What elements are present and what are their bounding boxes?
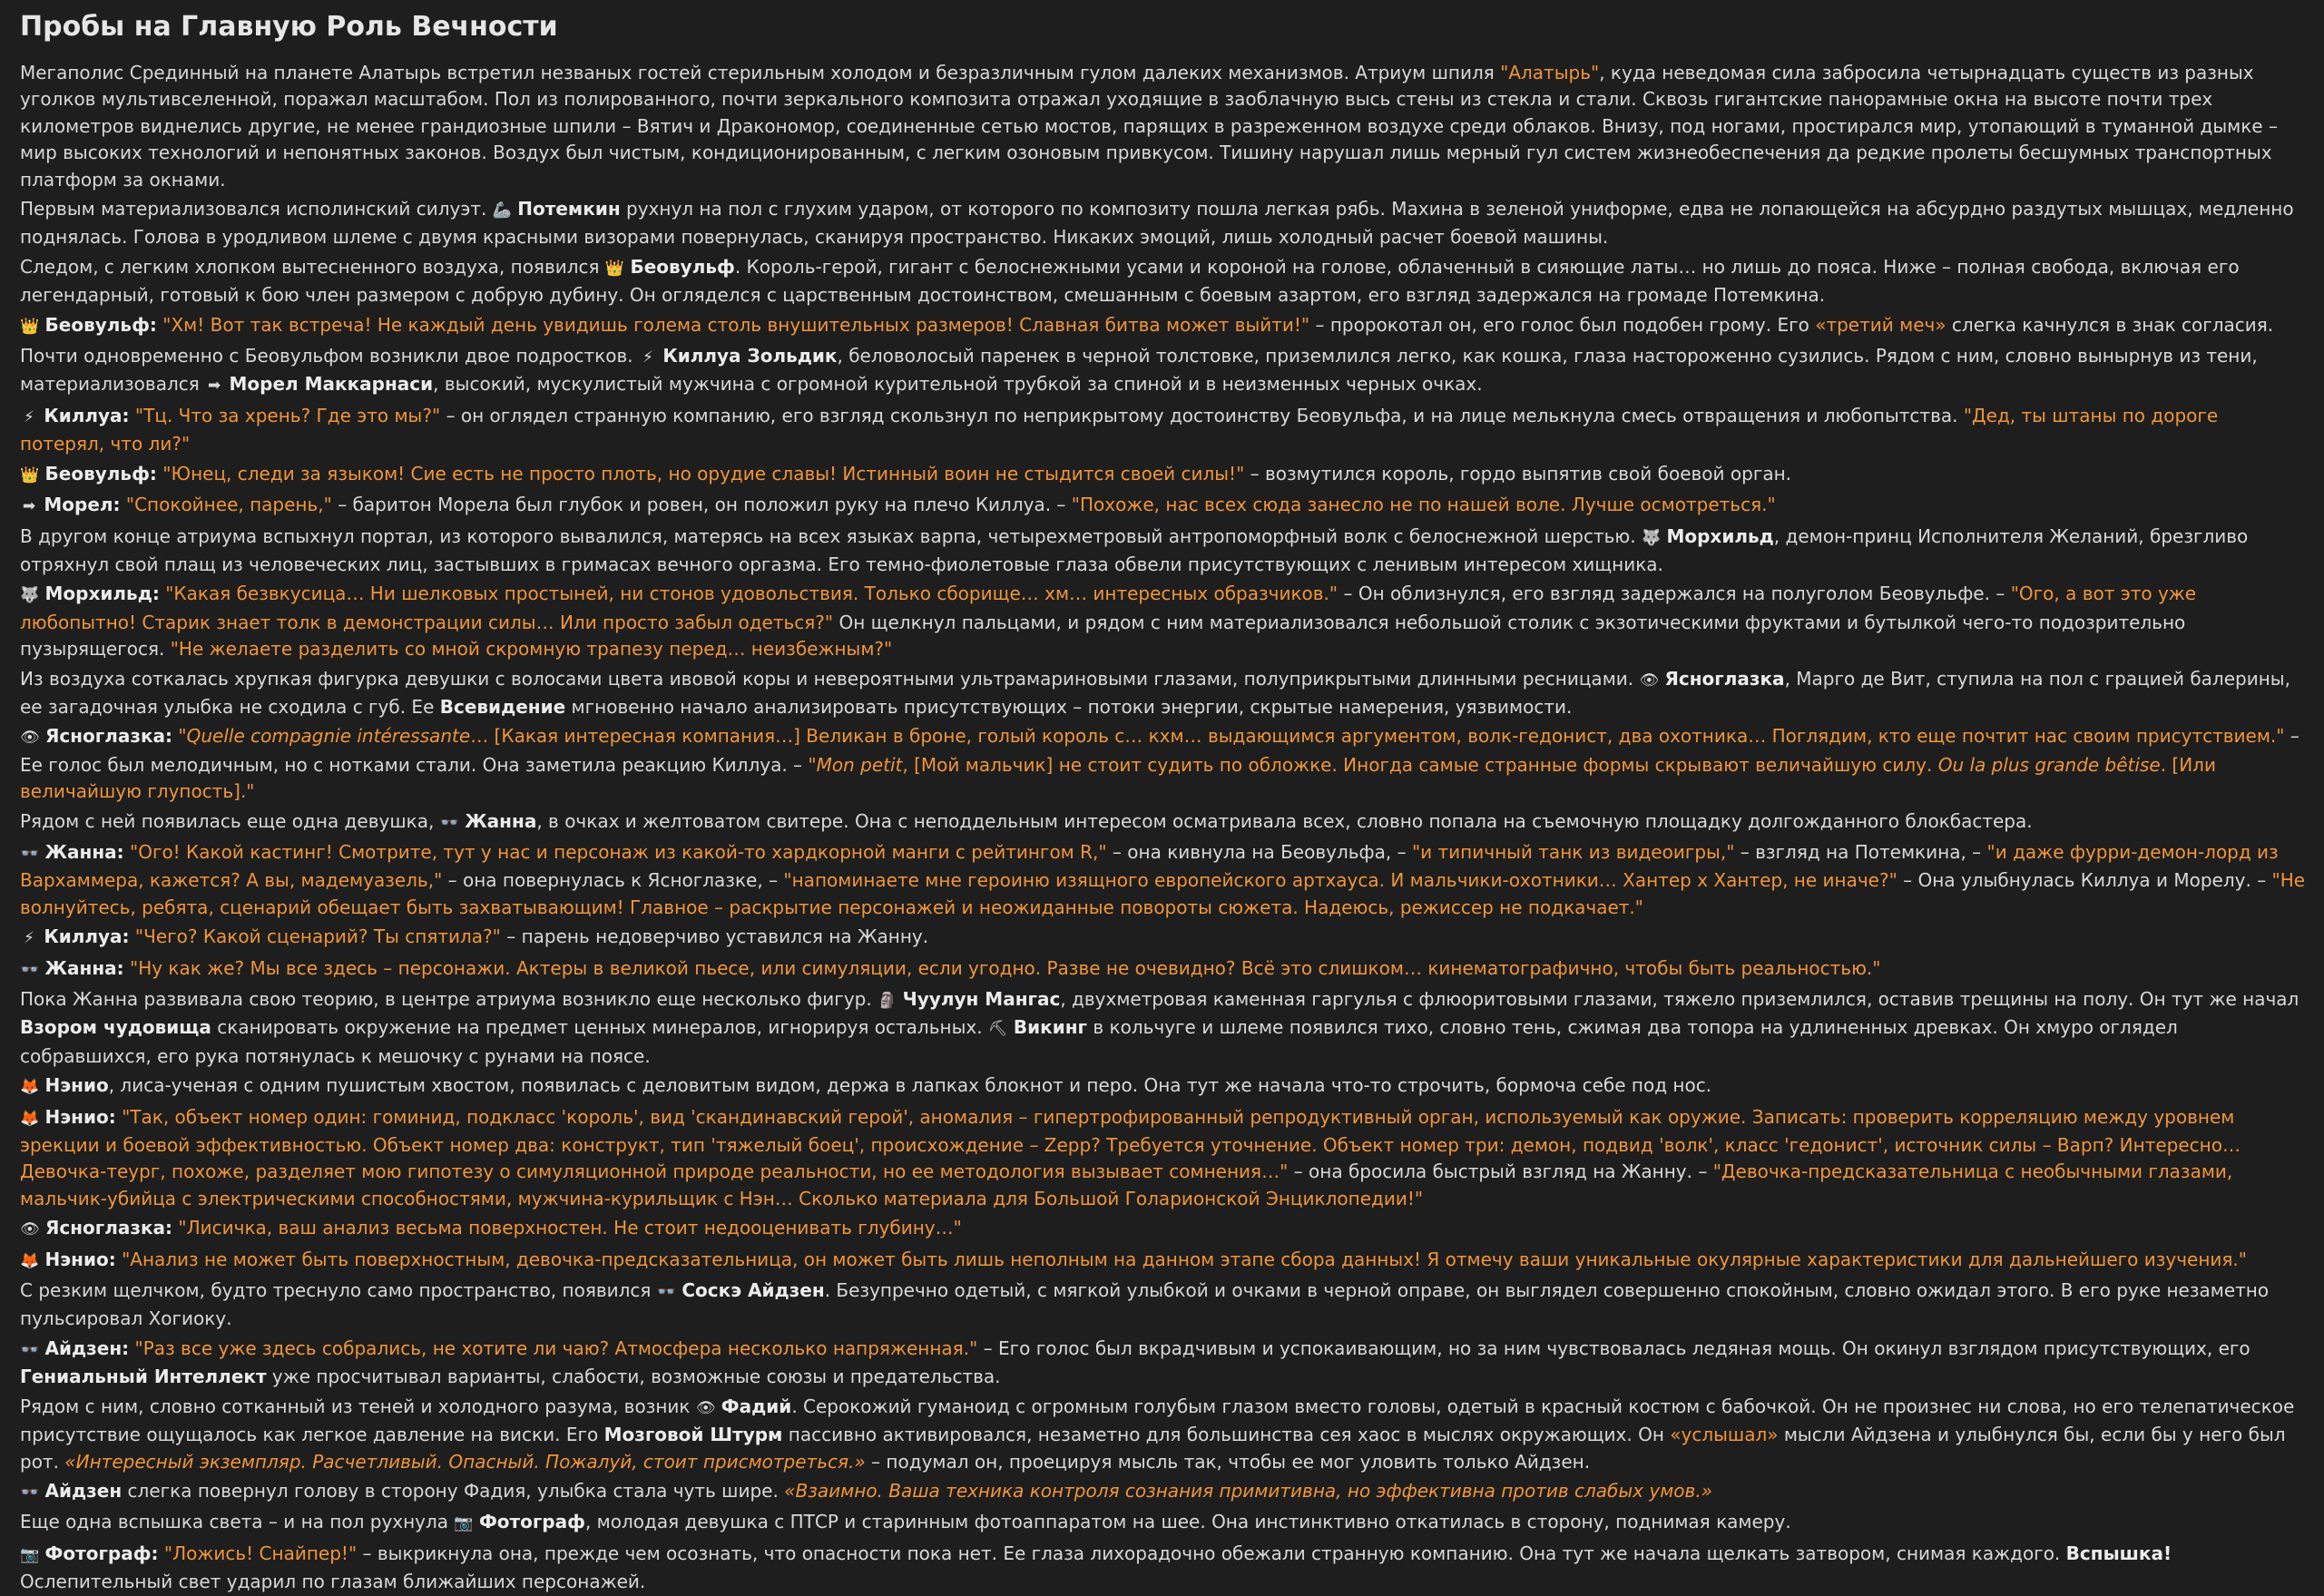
narration-text: – Он облизнулся, его взгляд задержался на полуголом Беовульфе. – xyxy=(1338,583,2011,605)
narration-text: , в очках и желтоватом свитере. Она с неподдельным интересом осматривала всех, словно попала на съемочную площадку долгожданного блокбастера. xyxy=(536,809,2033,832)
character-name: Нэнио: xyxy=(44,1105,116,1128)
narration-text: . Безупречно одетый, с мягкой улыбкой и очками в черной оправе, он выглядел совершенно спокойным, словно ожидал этого. В его руке незаметно пульсировал Хогиоку. xyxy=(20,1279,2270,1330)
narration-text: , куда неведомая сила забросила четырнадцать существ из разных уголков мультивселенной, поражал масштабом. Пол из полированного, почти зеркального композита отражал уходящие в заоблачную высь стены из стекла и стали. Сквозь гигантские панорамные окна на высоте почти трех километров виднелись другие, не менее грандиозные шпили – Вятич и Дракономор, соединенные сетью мостов, парящих в разреженном воздухе среди облаков. Внизу, под ногами, простирался мир, утопающий в туманной дымке – мир высоких технологий и непонятных законов. Воздух был чистым, кондиционированным, с легким озоновым привкусом. Тишину нарушал лишь мерный гул систем жизнеобеспечения да редкие пролеты бесшумных транспортных платформ за окнами. xyxy=(20,62,2278,191)
narration-text: – взгляд на Потемкина, – xyxy=(1734,840,1987,863)
character-name: Морел Маккарнаси xyxy=(229,373,434,396)
character-name: Мозговой Штурм xyxy=(603,1424,783,1446)
page-title: Пробы на Главную Роль Вечности xyxy=(20,11,558,43)
character-name: Ясноглазка: xyxy=(44,725,173,748)
dialogue-quote: " xyxy=(178,725,187,748)
narration-text: Почти одновременно с Беовульфом возникли двое подростков. xyxy=(20,345,639,367)
narration-text: уже просчитывал варианты, слабости, возможные союзы и предательства. xyxy=(266,1366,1001,1388)
story-paragraph xyxy=(20,1478,2306,1506)
crown-icon: 👑 xyxy=(604,259,625,278)
narration-text: – она бросила быстрый взгляд на Жанну. – xyxy=(1288,1160,1713,1183)
narration-text: рухнул на пол с глухим ударом, от которого по композиту пошла легкая рябь. Махина в зеленой униформе, едва не лопающейся на абсурдно раздутых мышцах, медленно поднялась. Голова в уродливом шлеме с двумя красными визорами повернулась, сканируя пространство. Никаких эмоций, лишь холодный расчет боевой машины. xyxy=(20,198,2294,249)
dialogue-quote: "Ложись! Снайпер!" xyxy=(163,1542,358,1564)
character-name: Айдзен xyxy=(44,1479,123,1502)
character-name: Взором чудовища xyxy=(20,1016,211,1039)
story-paragraph xyxy=(20,343,2306,400)
narration-text: Следом, с легким хлопком вытесненного воздуха, появился xyxy=(20,255,605,278)
pointing-hand-icon: ➡ xyxy=(22,497,36,516)
narration-text: Первым материализовался исполинский силуэт. xyxy=(20,198,493,220)
dialogue-quote: "Какая безвкусица… Ни шелковых простыней, ни стонов удовольствия. Только сборище… хм… интересных образчиков." xyxy=(165,583,1339,605)
narration-text: – парень недоверчиво уставился на Жанну. xyxy=(500,925,929,948)
narration-text: Рядом с ним, словно сотканный из теней и холодного разума, возник xyxy=(20,1395,696,1417)
story-paragraph xyxy=(20,955,2306,984)
dialogue-quote: "напоминаете мне героиню изящного европейского артхауса. И мальчики-охотники… Хантер х Хантер, не иначе?" xyxy=(783,869,1897,892)
story-paragraph xyxy=(20,1509,2306,1537)
character-name: Ясноглазка xyxy=(1664,667,1785,690)
narration-text: – она повернулась к Ясноглазке, – xyxy=(442,869,784,892)
story-paragraph xyxy=(20,924,2306,952)
stone-statue-icon: 🗿 xyxy=(878,992,897,1010)
narration-text: слегка качнулся в знак согласия. xyxy=(1946,313,2274,336)
character-name: Чуулун Мангас xyxy=(902,988,1061,1010)
narration-text: , демон-принц Исполнителя Желаний, брезгливо отряхнул свой плащ из человеческих лиц, застывших в гримасах вечного оргазма. Его темно-фиолетовые глаза обвели присутствующих с ленивым интересом хищника. xyxy=(20,524,2249,575)
character-name: Жанна xyxy=(465,809,537,832)
story-paragraph xyxy=(20,254,2306,309)
dialogue-quote: «услышал» xyxy=(1670,1424,1779,1446)
dialogue-quote: "Не волнуйтесь, ребята, сценарий обещает быть захватывающим! Главное – раскрытие персонажей и неожиданные повороты сюжета. Надеюсь, режиссер не подкачает." xyxy=(20,869,2306,918)
narration-text: Еще одна вспышка света – и на пол рухнула xyxy=(20,1511,455,1533)
story-paragraph xyxy=(20,492,2306,520)
dialogue-quote: "Юнец, следи за языком! Сие есть не просто плоть, но орудие славы! Истинный воин не стыдится своей силы!" xyxy=(162,462,1245,485)
narration-text: слегка повернул голову в сторону Фадия, улыбка стала чуть шире. xyxy=(122,1479,785,1502)
character-name: Беовульф: xyxy=(44,313,157,336)
dialogue-quote-italic: «Взаимно. Ваша техника контроля сознания примитивна, но эффективна против слабых умов.» xyxy=(784,1479,1713,1502)
dialogue-quote: … [Какая интересная компания…] Великан в броне, голый король с… кхм… выдающимся аргументом, волк-гедонист, два охотника… Поглядим, кто еще почтит нас своим присутствием." xyxy=(470,725,2285,748)
character-name: Жанна: xyxy=(44,840,124,863)
narration-text: – он оглядел странную компанию, его взгляд скользнул по неприкрытому достоинству Беовульфа, и на лице мелькнула смесь отвращения и любопытства. xyxy=(440,404,1964,426)
character-name: Морел: xyxy=(44,494,121,516)
narration-text: мысли Айдзена и улыбнулся бы, если бы у него был рот. xyxy=(20,1424,2286,1473)
story-paragraph xyxy=(20,1072,2306,1101)
glasses-icon: 👓 xyxy=(656,1283,676,1302)
story-paragraph xyxy=(20,524,2306,579)
narration-text: сканировать окружение на предмет ценных минералов, игнорируя остальных. xyxy=(211,1016,988,1039)
story-paragraph xyxy=(20,1336,2306,1391)
story-paragraph xyxy=(20,1247,2306,1275)
narration-text: – выкрикнула она, прежде чем осознать, что опасности пока нет. Ее глаза лихорадочно обежали странную компанию. Она тут же начала щелкать затвором, снимая каждого. xyxy=(357,1542,2066,1564)
story-paragraph xyxy=(20,1104,2306,1213)
wolf-icon: 🐺 xyxy=(20,586,40,605)
dialogue-quote: "Ну как же? Мы все здесь – персонажи. Актеры в великой пьесе, или симуляции, если угодно. Разве не очевидно? Всё это слишком… кинематографично, чтобы быть реальностью." xyxy=(130,956,1881,979)
narration-text: Ослепительный свет ударил по глазам ближайших персонажей. xyxy=(20,1571,646,1593)
narration-text: Рядом с ней появилась еще одна девушка, xyxy=(20,809,440,832)
narration-text: пассивно активировался, незаметно для большинства сея хаос в мыслях окружающих. Он xyxy=(782,1424,1671,1446)
glasses-icon: 👓 xyxy=(20,844,40,863)
story-paragraph xyxy=(20,581,2306,662)
story-paragraph xyxy=(20,666,2306,721)
narration-text: , двухметровая каменная гаргулья с флюоритовыми глазами, тяжело приземлился, оставив трещины на полу. Он тут же начал xyxy=(1060,988,2299,1010)
eye-icon: 👁 xyxy=(695,1398,716,1417)
axe-icon: ⛏ xyxy=(987,1020,1008,1039)
narration-text: Пока Жанна развивала свою теорию, в центре атриума возникло еще несколько фигур. xyxy=(20,988,878,1010)
narration-text: С резким щелчком, будто треснуло само пространство, появился xyxy=(20,1279,657,1302)
narration-text: , высокий, мускулистый мужчина с огромной курительной трубкой за спиной и в неизменных черных очках. xyxy=(433,373,1483,396)
narration-text: мгновенно начало анализировать присутствующих – потоки энергии, скрытые намерения, уязвимости. xyxy=(565,695,1573,718)
narration-text: Из воздуха соткалась хрупкая фигурка девушки с волосами цвета ивовой коры и невероятными ультрамариновыми глазами, полуприкрытыми длинными ресницами. xyxy=(20,667,1640,690)
narration-text: – Ее голос был мелодичным, но с нотками стали. Она заметила реакцию Киллуа. – xyxy=(20,725,2299,776)
camera-icon: 📷 xyxy=(20,1545,40,1564)
pointing-hand-icon: ➡ xyxy=(208,377,221,396)
narration-text: . Серокожий гуманоид с огромным голубым глазом вместо головы, одетый в красный костюм с бабочкой. Он не произнес ни слова, но его телепатическое присутствие ощущалось как легкое давление на виски. Его xyxy=(20,1395,2295,1446)
narration-text: – подумал он, проецируя мысль так, чтобы ее мог уловить только Айдзен. xyxy=(865,1450,1591,1473)
flexed-arm-icon: 🦾 xyxy=(492,201,512,220)
narration-text: , беловолосый паренек в черной толстовке, приземлился легко, как кошка, глаза настороженно сузились. Рядом с ним, словно вынырнув из тени, материализовался xyxy=(20,345,2258,396)
dialogue-quote: "Дед, ты штаны по дороге потерял, что ли?" xyxy=(20,404,2219,455)
lightning-icon: ⚡ xyxy=(24,407,34,426)
narration-text: Он щелкнул пальцами, и рядом с ним материализовался небольшой столик с экзотическими фруктами и бутылкой чего-то подозрительно пузырящегося. xyxy=(20,611,2186,661)
character-name: Айдзен: xyxy=(44,1337,130,1359)
eye-icon: 👁 xyxy=(20,729,40,748)
character-name: Викинг xyxy=(1013,1016,1087,1039)
dialogue-quote: "Алатырь" xyxy=(1500,62,1600,83)
story-paragraph xyxy=(20,403,2306,458)
narration-text: , молодая девушка с ПТСР и старинным фотоаппаратом на шее. Она инстинктивно откатилась в сторону, поднимая камеру. xyxy=(584,1511,1791,1533)
story-paragraph xyxy=(20,312,2306,340)
glasses-icon: 👓 xyxy=(20,1340,40,1359)
character-name: Нэнио xyxy=(44,1074,109,1097)
dialogue-quote: "Чего? Какой сценарий? Ты спятила?" xyxy=(134,925,501,948)
narration-text: Мегаполис Срединный на планете Алатырь встретил незваных гостей стерильным холодом и безразличным гулом далеких механизмов. Атриум шпиля xyxy=(20,62,1501,83)
dialogue-quote-italic: Quelle compagnie intéressante xyxy=(186,725,471,748)
character-name: Всевидение xyxy=(439,695,566,718)
story-paragraph xyxy=(20,196,2306,251)
narration-text: в кольчуге и шлеме появился тихо, словно тень, сжимая два топора на удлиненных древках. Он хмуро оглядел собравшихся, его рука потянулась к мешочку с рунами на поясе. xyxy=(20,1016,2178,1067)
dialogue-quote: , [Мой мальчик] не стоит судить по обложке. Иногда самые странные формы скрывают величайшую силу. xyxy=(902,753,1938,776)
dialogue-quote: "Хм! Вот так встреча! Не каждый день увидишь голема столь внушительных размеров! Славная битва может выйти!" xyxy=(162,313,1310,336)
camera-icon: 📷 xyxy=(454,1514,474,1533)
dialogue-quote: "Похоже, нас всех сюда занесло не по нашей воле. Лучше осмотреться." xyxy=(1071,494,1776,516)
narration-text: – пророкотал он, его голос был подобен грому. Его xyxy=(1309,313,1816,336)
dialogue-quote: «третий меч» xyxy=(1815,313,1946,336)
narration-text: – возмутился король, гордо выпятив свой боевой орган. xyxy=(1244,462,1792,485)
narration-text: . Король-герой, гигант с белоснежными усами и короной на голове, облаченный в сияющие латы… но лишь до пояса. Ниже – полная свобода, включая его легендарный, готовый к бою член размером с добрую дубину. Он огляделся с царственным достоинством, смешанным с боевым азартом, его взгляд задержался на громаде Потемкина. xyxy=(20,255,2240,307)
story-paragraph xyxy=(20,1541,2306,1596)
wolf-icon: 🐺 xyxy=(1641,528,1662,547)
narration-text: , Марго де Вит, ступила на пол с грацией балерины, ее загадочная улыбка не сходила с губ. Ее xyxy=(20,667,2290,718)
dialogue-quote: "и даже фурри-демон-лорд из Вархаммера, кажется? А вы, мадемуазель," xyxy=(20,840,2279,892)
story-body xyxy=(20,60,2306,1596)
dialogue-quote: "Лисичка, ваш анализ весьма поверхностен. Не стоит недооценивать глубину…" xyxy=(178,1217,962,1239)
character-name: Нэнио: xyxy=(44,1248,116,1270)
crown-icon: 👑 xyxy=(20,317,40,336)
dialogue-quote: "и типичный танк из видеоигры," xyxy=(1411,840,1735,863)
character-name: Фотограф xyxy=(478,1511,585,1533)
character-name: Потемкин xyxy=(517,198,621,220)
narration-text: – Она улыбнулась Киллуа и Морелу. – xyxy=(1897,869,2272,892)
character-name: Беовульф: xyxy=(44,462,157,485)
dialogue-quote: " xyxy=(808,753,817,776)
dialogue-quote: "Анализ не может быть поверхностным, девочка-предсказательница, он может быть лишь неполным на данном этапе сбора данных! Я отмечу ваши уникальные окулярные характеристики для дальнейшего изучения." xyxy=(122,1248,2247,1270)
story-paragraph xyxy=(20,461,2306,489)
dialogue-quote-italic: Mon petit xyxy=(816,753,903,776)
character-name: Киллуа: xyxy=(44,925,130,948)
character-name: Фотограф: xyxy=(44,1542,159,1564)
fox-icon: 🦊 xyxy=(20,1109,40,1128)
dialogue-quote: "Ого! Какой кастинг! Смотрите, тут у нас и персонаж из какой-то хардкорной манги с рейтингом R," xyxy=(130,840,1107,863)
character-name: Жанна: xyxy=(44,956,124,979)
dialogue-quote: . [Или величайшую глупость]." xyxy=(20,753,2216,803)
lightning-icon: ⚡ xyxy=(24,929,34,948)
dialogue-quote: "Тц. Что за хрень? Где это мы?" xyxy=(134,404,441,426)
dialogue-quote: "Раз все уже здесь собрались, не хотите ли чаю? Атмосфера несколько напряженная." xyxy=(134,1337,978,1359)
fox-icon: 🦊 xyxy=(20,1078,40,1097)
narration-text: – она кивнула на Беовульфа, – xyxy=(1106,840,1412,863)
narration-text: – Его голос был вкрадчивым и успокаивающим, но за ним чувствовалась ледяная мощь. Он окинул взглядом присутствующих, его xyxy=(977,1337,2250,1359)
dialogue-quote: "Ого, а вот это уже любопытно! Старик знает толк в демонстрации силы… Или просто забыл одеться?" xyxy=(20,583,2197,633)
character-name: Ясноглазка: xyxy=(44,1217,173,1239)
dialogue-quote: "Так, объект номер один: гоминид, подкласс 'король', вид 'скандинавский герой', аномалия – гипертрофированный репродуктивный орган, используемый как оружие. Записать: проверить корреляцию между уровнем эрекции и боевой эффективностью. Объект номер два: конструкт, тип 'тяжелый боец', происхождение – Zepp? Требуется уточнение. Объект номер три: демон, подвид 'волк', класс 'гедонист', источник силы – Варп? Интересно… Девочка-теург, похоже, разделяет мою гипотезу о симуляционной природе реальности, но ее методология вызывает сомнения…" xyxy=(20,1105,2241,1183)
story-paragraph xyxy=(20,808,2306,837)
glasses-icon: 👓 xyxy=(20,1483,40,1502)
story-paragraph xyxy=(20,723,2306,805)
character-name: Гениальный Интеллект xyxy=(20,1366,267,1388)
character-name: Соскэ Айдзен xyxy=(682,1279,825,1302)
fox-icon: 🦊 xyxy=(20,1251,40,1270)
crown-icon: 👑 xyxy=(20,465,40,485)
eye-icon: 👁 xyxy=(20,1220,40,1239)
glasses-icon: 👓 xyxy=(20,960,40,979)
character-name: Морхильд: xyxy=(44,583,160,605)
story-paragraph xyxy=(20,1278,2306,1333)
character-name: Вспышка! xyxy=(2065,1542,2172,1564)
dialogue-quote-italic: Ou la plus grande bêtise xyxy=(1937,753,2161,776)
story-paragraph xyxy=(20,1215,2306,1243)
dialogue-quote: "Спокойнее, парень," xyxy=(125,494,332,516)
narration-text: , лиса-ученая с одним пушистым хвостом, появилась с деловитым видом, держа в лапках блокнот и перо. Она тут же начала что-то строчить, бормоча себе под нос. xyxy=(108,1074,1712,1097)
narration-text: – баритон Морела был глубок и ровен, он положил руку на плечо Киллуа. – xyxy=(331,494,1072,516)
character-name: Киллуа Зольдик xyxy=(662,345,838,367)
character-name: Киллуа: xyxy=(44,404,130,426)
dialogue-quote-italic: «Интересный экземпляр. Расчетливый. Опасный. Пожалуй, стоит присмотреться.» xyxy=(64,1450,866,1473)
story-paragraph xyxy=(20,839,2306,921)
glasses-icon: 👓 xyxy=(439,813,459,832)
story-paragraph xyxy=(20,60,2306,193)
story-paragraph xyxy=(20,986,2306,1070)
character-name: Морхильд xyxy=(1666,524,1774,547)
character-name: Фадий xyxy=(721,1395,792,1417)
character-name: Беовульф xyxy=(630,255,735,278)
dialogue-quote: "Девочка-предсказательница с необычными глазами, мальчик-убийца с электрическими способностями, мужчина-курильщик с Нэн… Сколько материала для Большой Голарионской Энциклопедии!" xyxy=(20,1160,2233,1209)
story-paragraph xyxy=(20,1394,2306,1475)
eye-icon: 👁 xyxy=(1639,671,1660,690)
dialogue-quote: "Не желаете разделить со мной скромную трапезу перед… неизбежным?" xyxy=(170,638,893,661)
narration-text: В другом конце атриума вспыхнул портал, из которого вывалился, матерясь на всех языках варпа, четырехметровый антропоморфный волк с белоснежной шерстью. xyxy=(20,524,1642,547)
lightning-icon: ⚡ xyxy=(642,348,653,367)
